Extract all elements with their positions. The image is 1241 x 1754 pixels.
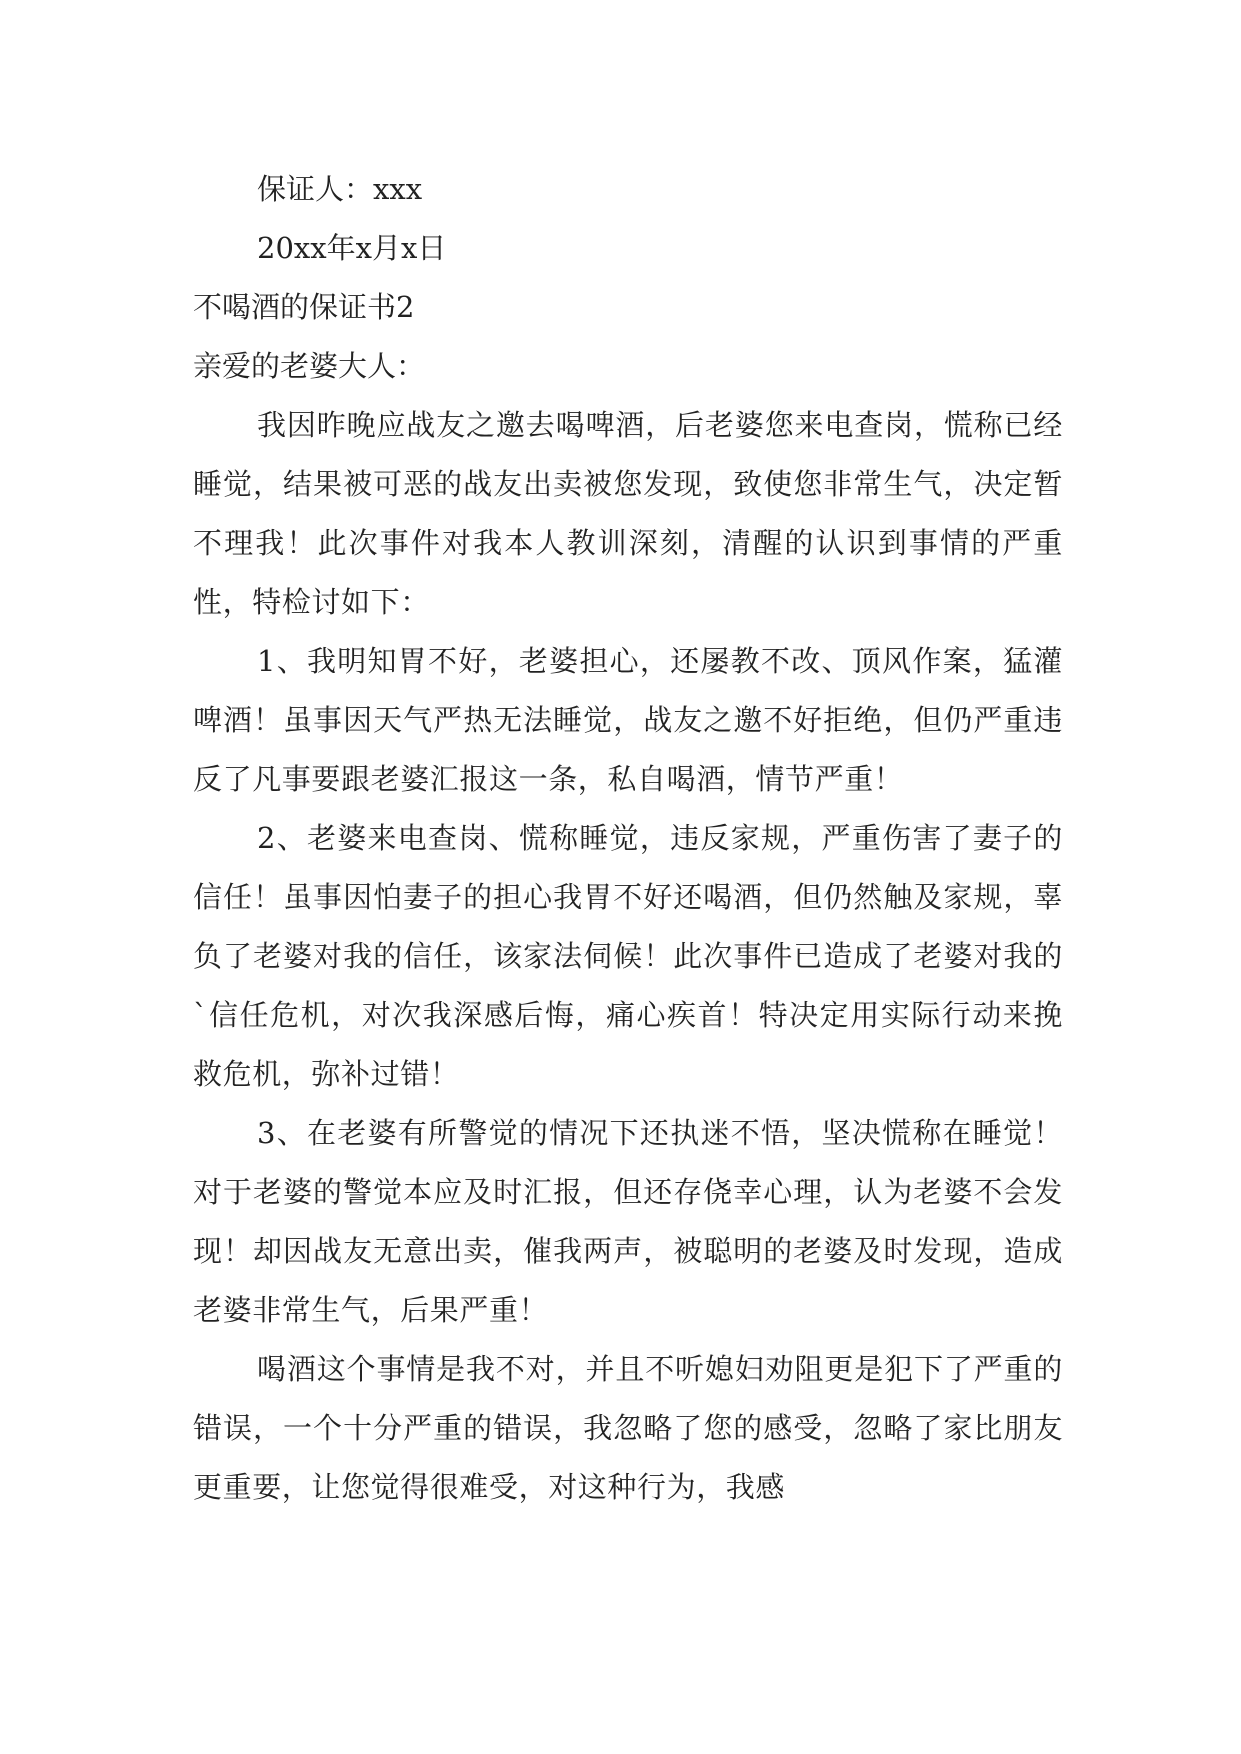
paragraph: 2、老婆来电查岗、慌称睡觉，违反家规，严重伤害了妻子的信任！虽事因怕妻子的担心我胃不好还喝酒，但仍然触及家规，辜负了老婆对我的信任，该家法伺候！此次事件已造成了老婆对我的`信任危机，对次我深感后悔，痛心疾首！特决定用实际行动来挽救危机，弥补过错！ bbox=[193, 821, 1063, 1091]
document-heading: 不喝酒的保证书2 bbox=[193, 290, 415, 324]
paragraph: 我因昨晚应战友之邀去喝啤酒，后老婆您来电查岗，慌称已经睡觉，结果被可恶的战友出卖被您发现，致使您非常生气，决定暂不理我！此次事件对我本人教训深刻，清醒的认识到事情的严重性，特检讨如下： bbox=[193, 408, 1063, 619]
guarantor-line: 保证人：xxx bbox=[257, 172, 423, 206]
paragraph: 喝酒这个事情是我不对，并且不听媳妇劝阻更是犯下了严重的错误，一个十分严重的错误，我忽略了您的感受，忽略了家比朋友更重要，让您觉得很难受，对这种行为，我感 bbox=[193, 1352, 1063, 1504]
document-body bbox=[193, 160, 1063, 1517]
paragraph: 1、我明知胃不好，老婆担心，还屡教不改、顶风作案，猛灌啤酒！虽事因天气严热无法睡觉，战友之邀不好拒绝，但仍严重违反了凡事要跟老婆汇报这一条，私自喝酒，情节严重！ bbox=[193, 644, 1063, 796]
paragraph: 3、在老婆有所警觉的情况下还执迷不悟，坚决慌称在睡觉！对于老婆的警觉本应及时汇报，但还存侥幸心理，认为老婆不会发现！却因战友无意出卖，催我两声，被聪明的老婆及时发现，造成老婆非常生气，后果严重！ bbox=[193, 1116, 1063, 1327]
salutation: 亲爱的老婆大人： bbox=[193, 349, 426, 383]
date-line: 20xx年x月x日 bbox=[257, 231, 447, 265]
